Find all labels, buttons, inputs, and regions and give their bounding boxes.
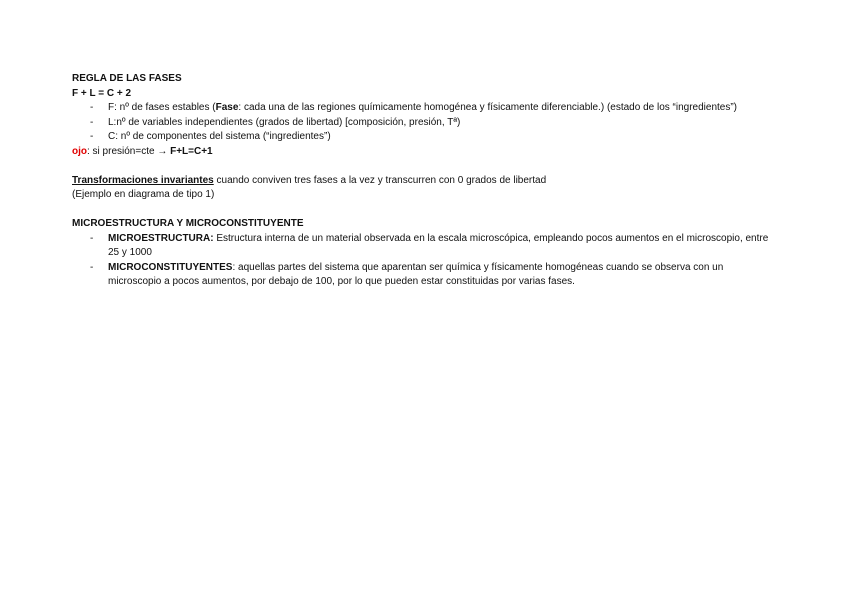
section-title-regla-fases: REGLA DE LAS FASES [72,73,182,84]
invariant-transformations [72,174,777,189]
definition-text: : aquellas partes del sistema que aparentan ser química y físicamente homogéneas cuando se observa con un microscopio a pocos aumentos, por debajo de 100, por lo que pueden estar constituidas por varias fases. [108,261,724,287]
item-text: C: nº de componentes del sistema (“ingredientes”) [108,131,331,142]
item-bold-term: Fase [215,102,239,113]
term-microconstituyentes: MICROCONSTITUYENTES [108,261,233,273]
example-note: (Ejemplo en diagrama de tipo 1) [72,189,215,200]
item-text: L:nº de variables independientes (grados de libertad) [composición, presión, Tª) [108,116,461,128]
section-title-microestructura: MICROESTRUCTURA Y MICROCONSTITUYENTE [72,218,304,229]
note-ojo [72,145,777,160]
transformaciones-text: cuando conviven tres fases a la vez y transcurren con 0 grados de libertad [213,174,547,186]
definition-text: Estructura interna de un material observada en la escala microscópica, empleando pocos aumentos en el microscopio, entre 25 y 1000 [108,232,769,258]
item-prefix: F: nº de fases estables ( [108,102,216,113]
note-formula: F+L=C+1 [170,145,213,157]
list-item-fases [72,101,777,116]
phase-rule-formula: F + L = C + 2 [72,87,132,99]
note-text: : si presión=cte → [87,145,171,157]
list-dash: - [90,116,94,128]
list-dash: - [90,261,94,273]
list-item-microconstituyentes [72,261,777,290]
document-page [72,72,777,290]
term-microestructura: MICROESTRUCTURA: [108,232,214,244]
list-dash: - [90,131,94,142]
list-item-libertad [72,116,777,131]
list-dash: - [90,102,94,113]
ojo-label: ojo [72,145,87,157]
list-dash: - [90,232,94,244]
item-rest: : cada una de las regiones químicamente homogénea y físicamente diferenciable.) (estado de los “ingredientes”) [238,102,738,113]
list-item-microestructura [72,232,777,261]
section-title-transformaciones: Transformaciones invariantes [72,174,214,186]
list-item-componentes [72,130,777,145]
